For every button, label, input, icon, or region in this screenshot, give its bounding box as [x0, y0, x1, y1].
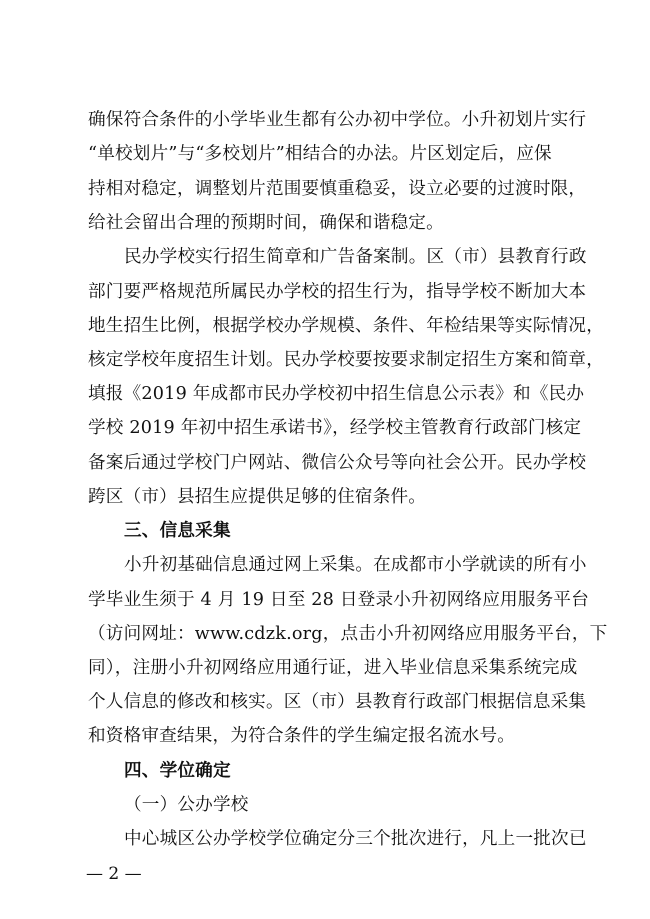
paragraph-line: 跨区（市）县招生应提供足够的住宿条件。 — [88, 487, 427, 507]
paragraph-line: （访问网址：www.cdzk.org，点击小升初网络应用服务平台，下 — [88, 624, 608, 644]
section-heading: 三、信息采集 — [124, 521, 231, 541]
paragraph-line: 填报《2019 年成都市民办学校初中招生信息公示表》和《民办 — [88, 384, 585, 404]
paragraph-line: “单校划片”与“多校划片”相结合的办法。片区划定后，应保 — [88, 144, 552, 164]
paragraph-line: 学校 2019 年初中招生承诺书》，经学校主管教育行政部门核定 — [88, 418, 582, 438]
paragraph-line: 地生招生比例，根据学校办学规模、条件、年检结果等实际情况， — [88, 316, 605, 336]
paragraph-line: 持相对稳定，调整划片范围要慎重稳妥，设立必要的过渡时限， — [88, 179, 587, 199]
page-number: — 2 — — [86, 864, 142, 884]
paragraph-line: 中心城区公办学校学位确定分三个批次进行，凡上一批次已 — [124, 829, 587, 849]
paragraph-line: 核定学校年度招生计划。民办学校要按要求制定招生方案和简章， — [88, 350, 605, 370]
subsection-heading: （一）公办学校 — [124, 795, 249, 815]
paragraph-line: 个人信息的修改和核实。区（市）县教育行政部门根据信息采集 — [88, 692, 587, 712]
paragraph-line: 确保符合条件的小学毕业生都有公办初中学位。小升初划片实行 — [88, 110, 587, 130]
paragraph-line: 部门要严格规范所属民办学校的招生行为，指导学校不断加大本 — [88, 282, 587, 302]
paragraph-line: 学毕业生须于 4 月 19 日至 28 日登录小升初网络应用服务平台 — [88, 590, 589, 610]
paragraph-line: 和资格审查结果，为符合条件的学生编定报名流水号。 — [88, 726, 516, 746]
paragraph-line: 给社会留出合理的预期时间，确保和谐稳定。 — [88, 213, 444, 233]
paragraph-line: 小升初基础信息通过网上采集。在成都市小学就读的所有小 — [124, 555, 587, 575]
paragraph-line: 备案后通过学校门户网站、微信公众号等向社会公开。民办学校 — [88, 453, 587, 473]
section-heading: 四、学位确定 — [124, 761, 231, 781]
paragraph-line: 民办学校实行招生简章和广告备案制。区（市）县教育行政 — [124, 247, 587, 267]
paragraph-line: 同），注册小升初网络应用通行证，进入毕业信息采集系统完成 — [88, 658, 578, 678]
